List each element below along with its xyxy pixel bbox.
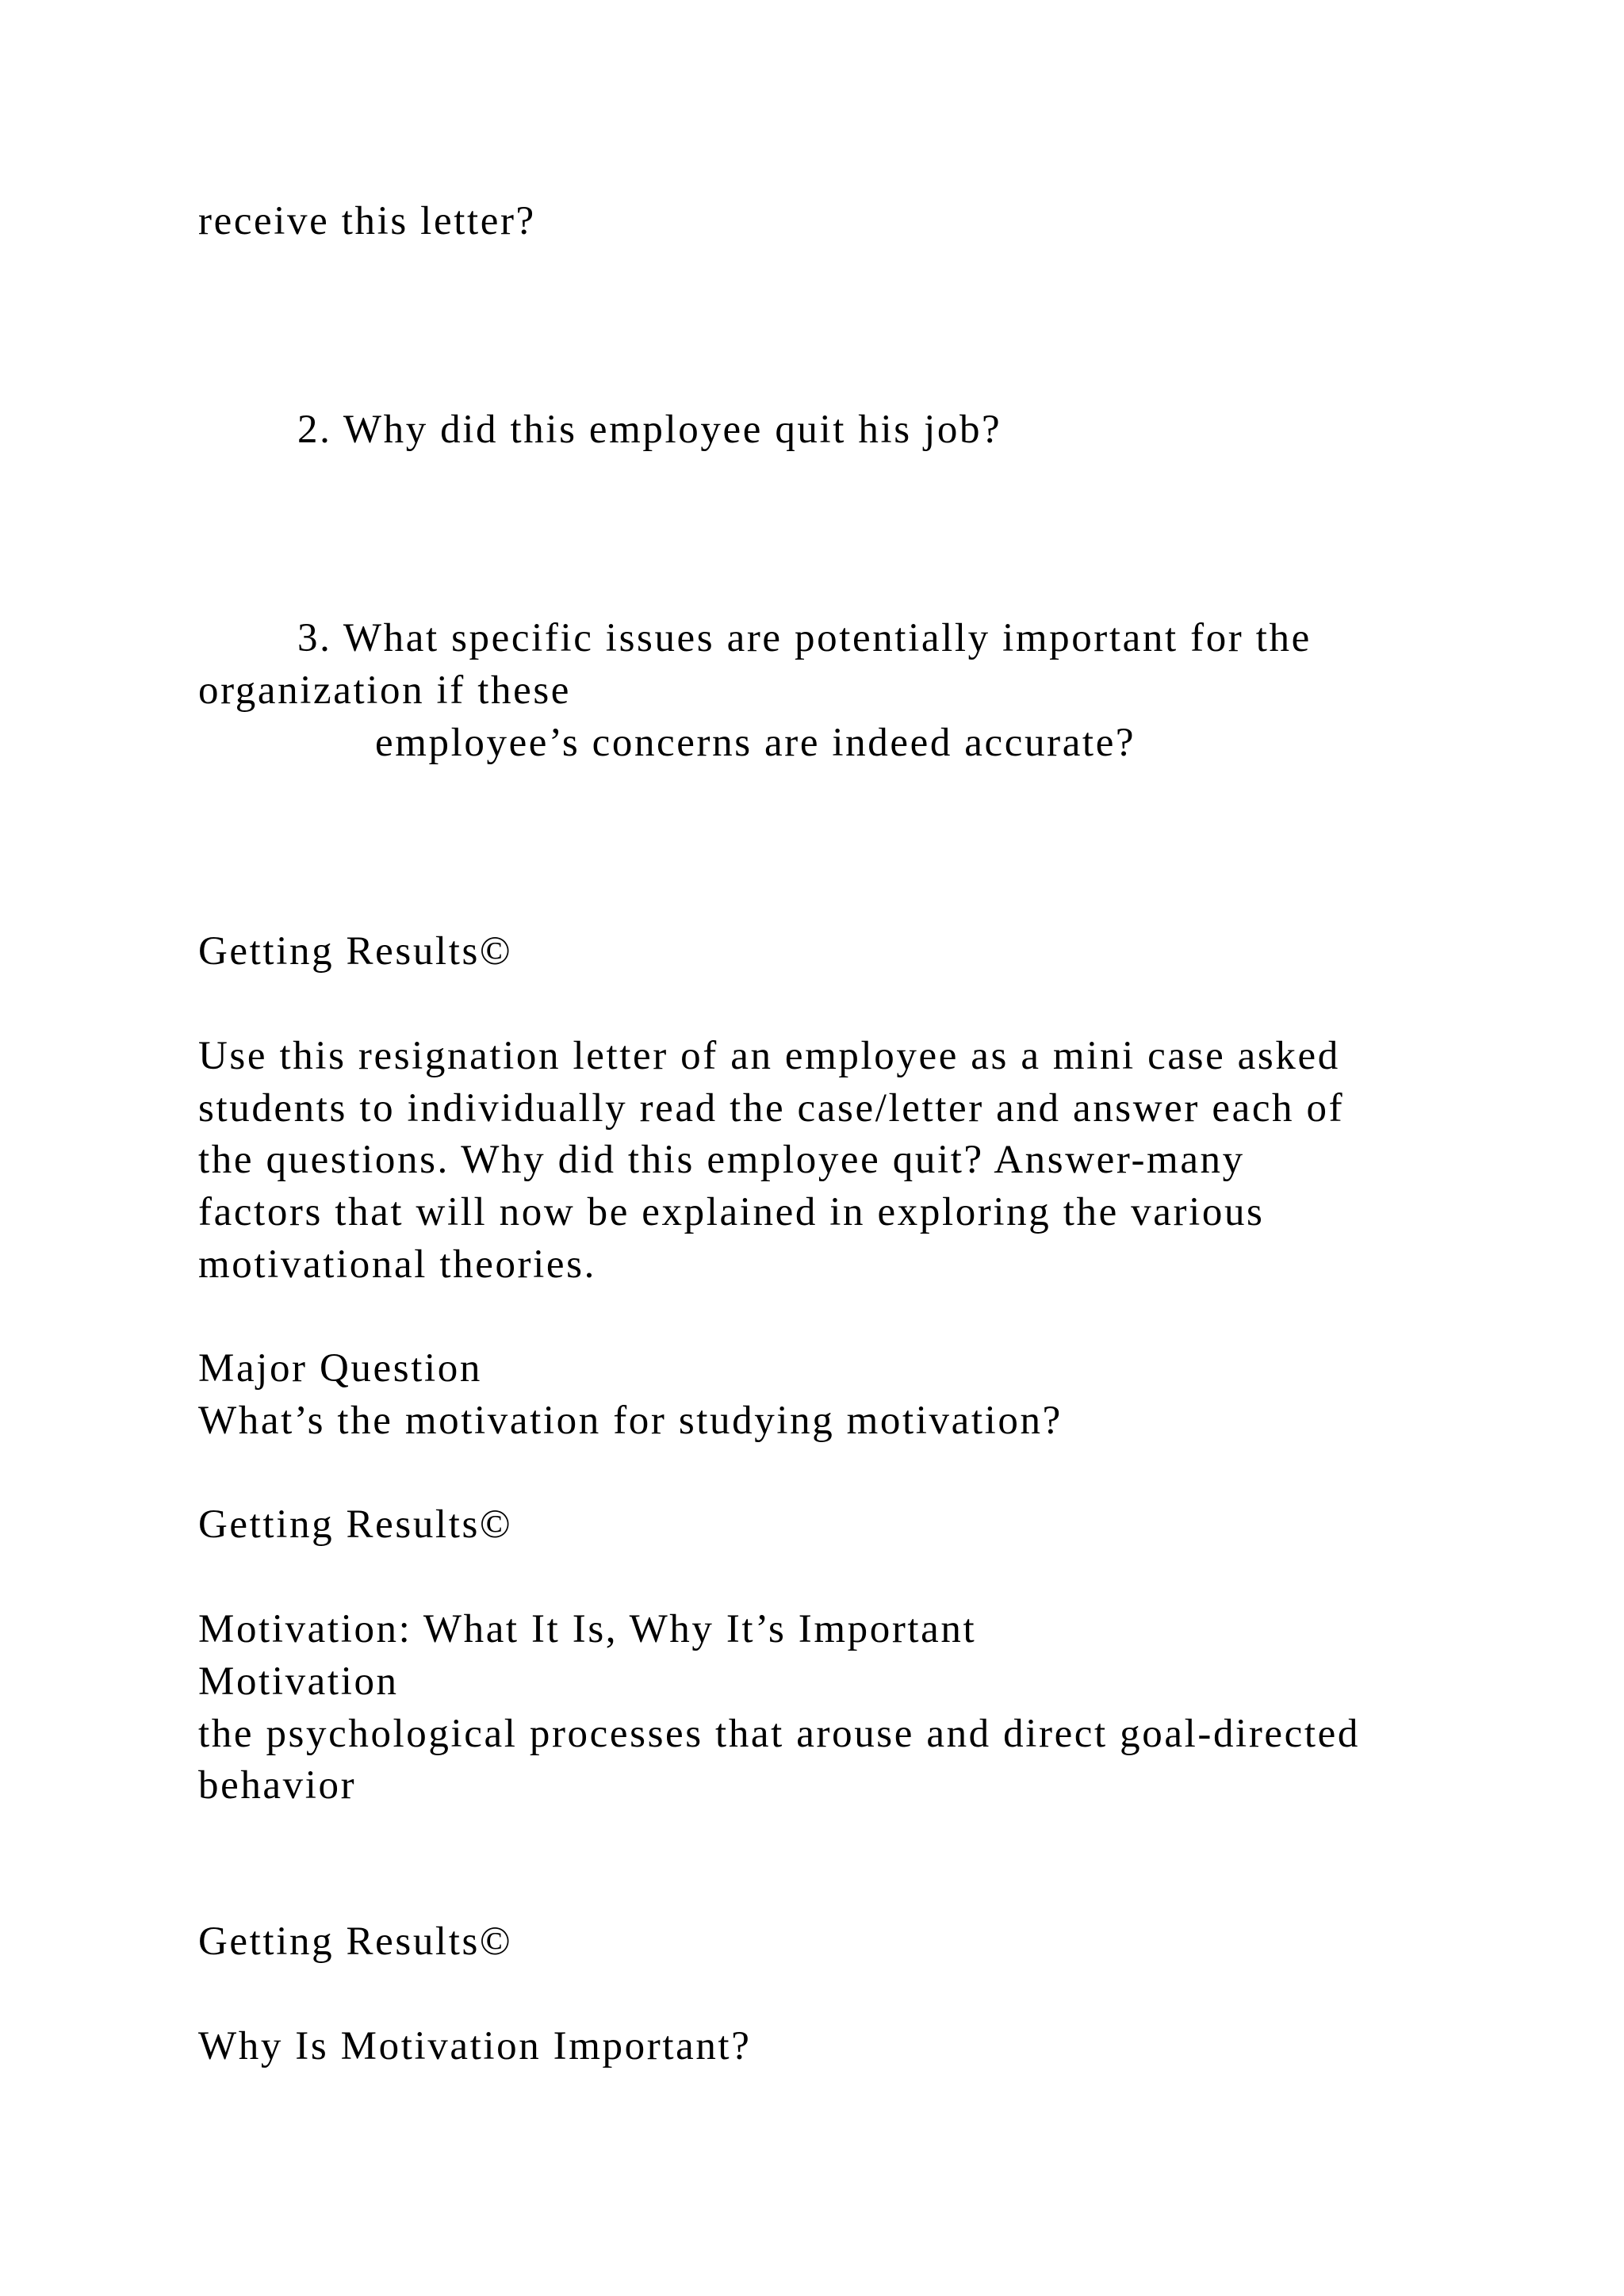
major-question-heading: Major Question <box>198 1346 482 1391</box>
notes-paragraph-line-2: students to individually read the case/letter and answer each of <box>198 1086 1345 1131</box>
slide-title-getting-results-2: Getting Results© <box>198 1502 513 1547</box>
definition-line-1: the psychological processes that arouse and direct goal-directed <box>198 1712 1360 1756</box>
section-heading-motivation: Motivation: What It Is, Why It’s Important <box>198 1607 977 1651</box>
question-3-line-1: 3. What specific issues are potentially important for the <box>297 616 1312 660</box>
notes-paragraph-line-4: factors that will now be explained in exploring the various <box>198 1190 1265 1234</box>
notes-paragraph-line-3: the questions. Why did this employee quit? Answer-many <box>198 1138 1245 1182</box>
notes-paragraph-line-1: Use this resignation letter of an employee as a mini case asked <box>198 1034 1340 1078</box>
slide-title-getting-results-3: Getting Results© <box>198 1919 513 1964</box>
major-question-text: What’s the motivation for studying motivation? <box>198 1399 1063 1443</box>
section-heading-why-important: Why Is Motivation Important? <box>198 2024 752 2068</box>
notes-paragraph-line-5: motivational theories. <box>198 1242 596 1287</box>
question-3-line-2: organization if these <box>198 668 572 713</box>
question-1-continuation: receive this letter? <box>198 199 536 243</box>
question-3-line-3: employee’s concerns are indeed accurate? <box>375 721 1136 765</box>
slide-title-getting-results-1: Getting Results© <box>198 929 513 974</box>
question-2: 2. Why did this employee quit his job? <box>297 408 1002 452</box>
definition-line-2: behavior <box>198 1763 357 1808</box>
term-motivation: Motivation <box>198 1659 399 1704</box>
